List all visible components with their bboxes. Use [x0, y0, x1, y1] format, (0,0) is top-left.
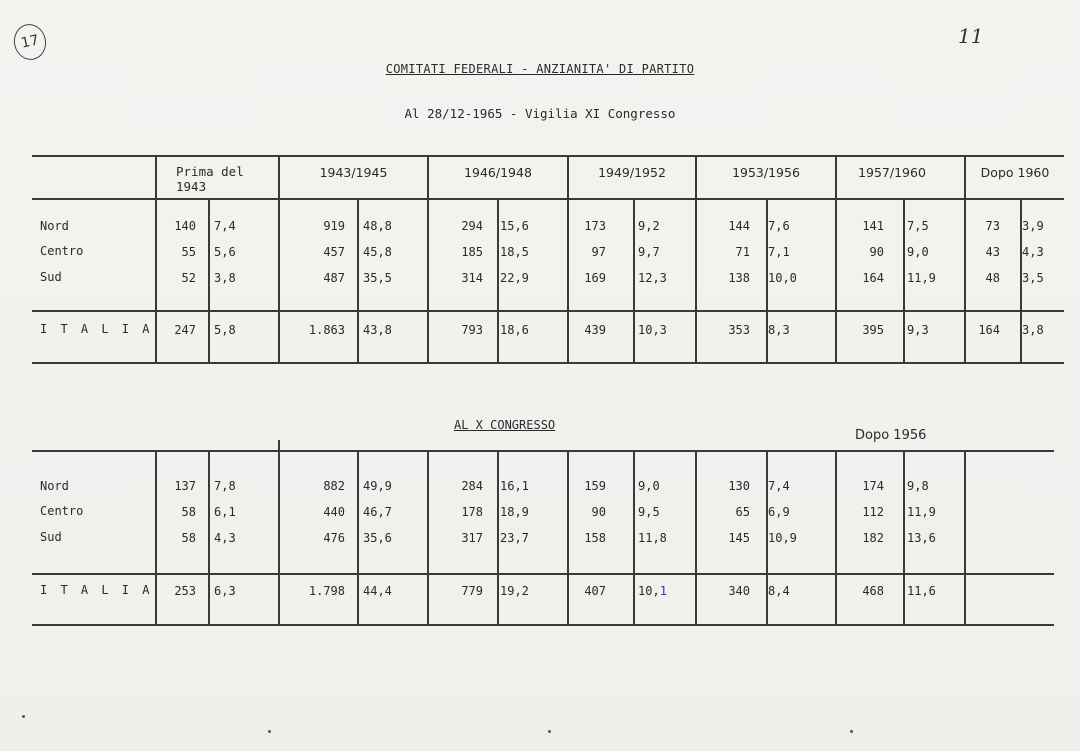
data-cell-percent: 45,8: [363, 245, 392, 259]
data-cell-count: 487: [323, 271, 345, 285]
page-number: 11: [958, 24, 984, 48]
data-cell-count: 137: [174, 479, 196, 493]
data-cell-percent: 18,5: [500, 245, 529, 259]
total-cell-percent: 6,3: [214, 584, 236, 598]
data-cell-count: 144: [728, 219, 750, 233]
data-cell-percent: 7,4: [768, 479, 790, 493]
data-cell-count: 173: [584, 219, 606, 233]
percent-text: 10,: [638, 584, 660, 598]
data-cell-count: 71: [735, 245, 750, 259]
total-cell-percent: 19,2: [500, 584, 529, 598]
data-cell-count: 97: [591, 245, 606, 259]
data-cell-count: 48: [985, 271, 1000, 285]
total-cell-count: 1.863: [308, 323, 345, 337]
total-cell-count: 353: [728, 323, 750, 337]
data-cell-count: 158: [584, 531, 606, 545]
data-cell-percent: 11,9: [907, 505, 936, 519]
total-cell-count: 253: [174, 584, 196, 598]
data-cell-percent: 49,9: [363, 479, 392, 493]
data-cell-count: 138: [728, 271, 750, 285]
data-cell-count: 185: [461, 245, 483, 259]
data-cell-percent: 9,8: [907, 479, 929, 493]
document-subtitle: Al 28/12-1965 - Vigilia XI Congresso: [404, 106, 676, 121]
data-cell-count: 919: [323, 219, 345, 233]
document-title: COMITATI FEDERALI - ANZIANITA' DI PARTITO: [385, 62, 695, 76]
total-cell-count: 164: [978, 323, 1000, 337]
data-cell-count: 65: [735, 505, 750, 519]
row-label: Nord: [40, 479, 69, 493]
total-cell-count: 439: [584, 323, 606, 337]
data-cell-percent: 4,3: [214, 531, 236, 545]
total-cell-percent: 11,6: [907, 584, 936, 598]
data-cell-count: 130: [728, 479, 750, 493]
row-label: Sud: [40, 270, 62, 284]
data-cell-count: 140: [174, 219, 196, 233]
data-cell-percent: 48,8: [363, 219, 392, 233]
data-cell-count: 43: [985, 245, 1000, 259]
data-cell-count: 90: [869, 245, 884, 259]
data-cell-count: 159: [584, 479, 606, 493]
total-cell-percent: 8,4: [768, 584, 790, 598]
data-cell-percent: 7,5: [907, 219, 929, 233]
total-cell-count: 407: [584, 584, 606, 598]
header-1943-1945: 1943/1945: [319, 165, 388, 180]
header-prima-1943: Prima del 1943: [176, 164, 244, 194]
data-cell-count: 55: [181, 245, 196, 259]
scan-speck: [548, 730, 551, 733]
data-cell-percent: 3,9: [1022, 219, 1044, 233]
data-cell-percent: 9,0: [907, 245, 929, 259]
data-cell-count: 882: [323, 479, 345, 493]
header-1946-1948: 1946/1948: [464, 165, 532, 180]
data-cell-percent: 7,8: [214, 479, 236, 493]
data-cell-percent: 11,8: [638, 531, 667, 545]
data-cell-percent: 16,1: [500, 479, 529, 493]
data-cell-percent: 35,6: [363, 531, 392, 545]
total-cell-count: 247: [174, 323, 196, 337]
total-cell-percent: 3,8: [1022, 323, 1044, 337]
data-cell-percent: 7,6: [768, 219, 790, 233]
row-label: Sud: [40, 530, 62, 544]
data-cell-count: 58: [181, 531, 196, 545]
data-cell-percent: 7,4: [214, 219, 236, 233]
data-cell-percent: 46,7: [363, 505, 392, 519]
data-cell-count: 174: [862, 479, 884, 493]
scan-speck: [850, 730, 853, 733]
data-cell-percent: 7,1: [768, 245, 790, 259]
data-cell-percent: 35,5: [363, 271, 392, 285]
table2-title: AL X CONGRESSO: [454, 418, 556, 432]
header-dopo-1960: Dopo 1960: [980, 165, 1050, 180]
data-cell-percent: 10,9: [768, 531, 797, 545]
data-cell-percent: 5,6: [214, 245, 236, 259]
data-cell-percent: 4,3: [1022, 245, 1044, 259]
data-cell-percent: 9,0: [638, 479, 660, 493]
data-cell-percent: 23,7: [500, 531, 529, 545]
data-cell-percent: 3,5: [1022, 271, 1044, 285]
data-cell-count: 284: [461, 479, 483, 493]
total-cell-count: 468: [862, 584, 884, 598]
row-label-total: I T A L I A: [40, 322, 153, 336]
data-cell-percent: 9,5: [638, 505, 660, 519]
total-cell-count: 395: [862, 323, 884, 337]
total-cell-count: 793: [461, 323, 483, 337]
table2-header-dopo-1956: Dopo 1956: [855, 428, 927, 443]
row-label: Centro: [40, 504, 84, 518]
total-cell-percent: 18,6: [500, 323, 529, 337]
total-cell-percent: [638, 584, 667, 598]
data-cell-count: 294: [461, 219, 483, 233]
data-cell-count: 314: [461, 271, 483, 285]
data-cell-percent: 11,9: [907, 271, 936, 285]
row-label: Centro: [40, 244, 84, 258]
data-cell-percent: 9,2: [638, 219, 660, 233]
total-cell-count: 1.798: [308, 584, 345, 598]
data-cell-count: 457: [323, 245, 345, 259]
total-cell-count: 779: [461, 584, 483, 598]
scan-speck: [268, 730, 271, 733]
total-cell-count: 340: [728, 584, 750, 598]
data-cell-percent: 10,0: [768, 271, 797, 285]
data-cell-percent: 9,7: [638, 245, 660, 259]
data-cell-count: 52: [181, 271, 196, 285]
data-cell-count: 178: [461, 505, 483, 519]
total-cell-percent: 5,8: [214, 323, 236, 337]
data-cell-count: 182: [862, 531, 884, 545]
data-cell-percent: 18,9: [500, 505, 529, 519]
data-cell-count: 317: [461, 531, 483, 545]
data-cell-percent: 15,6: [500, 219, 529, 233]
data-cell-percent: 12,3: [638, 271, 667, 285]
data-cell-count: 73: [985, 219, 1000, 233]
data-cell-count: 141: [862, 219, 884, 233]
data-cell-percent: 22,9: [500, 271, 529, 285]
circled-page-number: 17: [11, 21, 50, 63]
data-cell-count: 58: [181, 505, 196, 519]
data-cell-percent: 13,6: [907, 531, 936, 545]
data-cell-count: 440: [323, 505, 345, 519]
data-cell-count: 145: [728, 531, 750, 545]
data-cell-count: 112: [862, 505, 884, 519]
handwritten-correction: 1: [659, 584, 667, 598]
header-1949-1952: 1949/1952: [598, 165, 666, 180]
total-cell-percent: 8,3: [768, 323, 790, 337]
header-1953-1956: 1953/1956: [732, 165, 800, 180]
total-cell-percent: 10,3: [638, 323, 667, 337]
total-cell-percent: 43,8: [363, 323, 392, 337]
scan-speck: [22, 715, 25, 718]
total-cell-percent: 9,3: [907, 323, 929, 337]
header-1957-1960: 1957/1960: [858, 165, 926, 180]
total-cell-percent: 44,4: [363, 584, 392, 598]
data-cell-count: 90: [591, 505, 606, 519]
data-cell-percent: 3,8: [214, 271, 236, 285]
data-cell-percent: 6,9: [768, 505, 790, 519]
data-cell-count: 164: [862, 271, 884, 285]
row-label-total: I T A L I A: [40, 583, 153, 597]
data-cell-count: 169: [584, 271, 606, 285]
data-cell-count: 476: [323, 531, 345, 545]
data-cell-percent: 6,1: [214, 505, 236, 519]
row-label: Nord: [40, 219, 69, 233]
